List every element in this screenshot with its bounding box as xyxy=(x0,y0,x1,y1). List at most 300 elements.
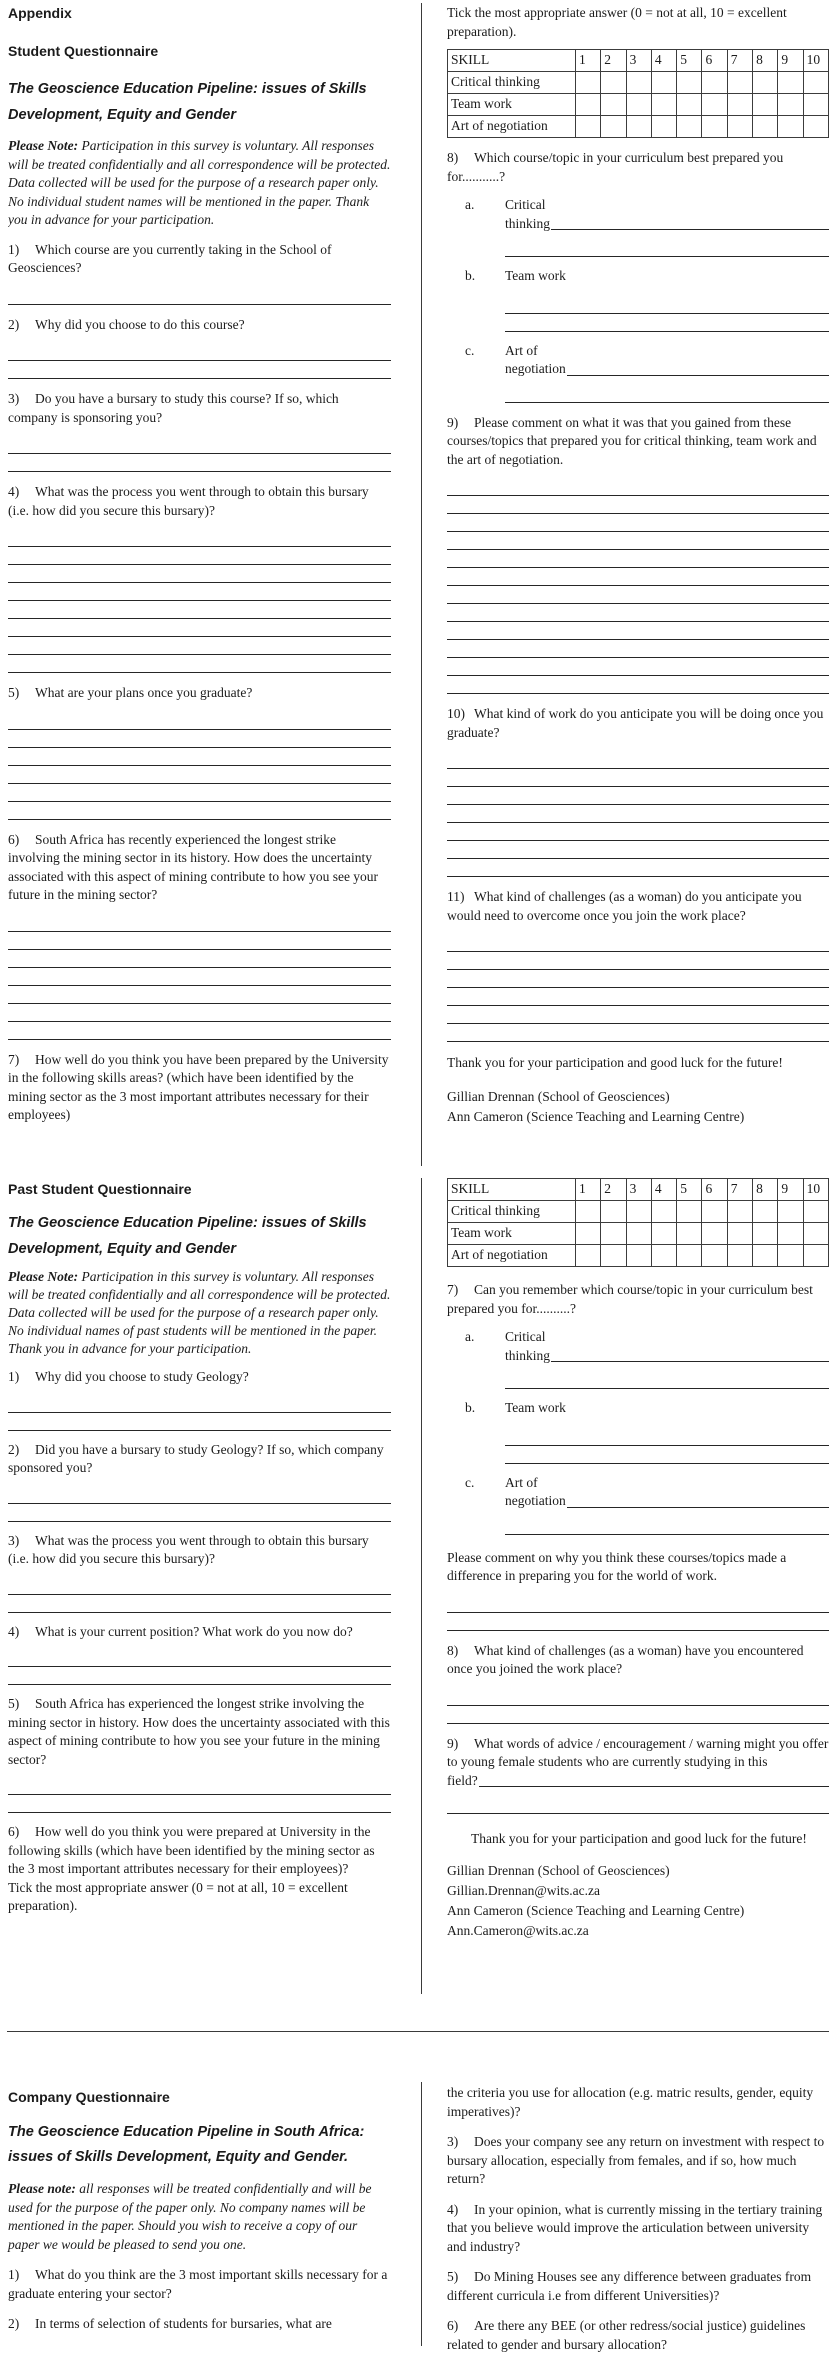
past-q7 xyxy=(447,1281,829,1318)
answer-lines xyxy=(505,385,829,403)
question-text: Did you have a bursary to study Geology? If so, which company sponsored you? xyxy=(8,1441,384,1475)
question-number: 4) xyxy=(8,1623,20,1639)
rating-cell xyxy=(727,116,752,138)
rating-cell xyxy=(727,1223,752,1245)
list-letter: a. xyxy=(465,1329,475,1344)
item-label: negotiation xyxy=(505,1493,566,1508)
answer-lines xyxy=(447,1796,829,1814)
skill-row-label: Critical thinking xyxy=(448,1201,576,1223)
answer-line xyxy=(8,529,391,547)
rating-cell xyxy=(601,1223,626,1245)
answer-line xyxy=(8,565,391,583)
rating-cell xyxy=(702,1223,727,1245)
rating-cell xyxy=(702,94,727,116)
list-letter: b. xyxy=(465,1400,476,1415)
rating-cell xyxy=(803,116,828,138)
answer-lines xyxy=(8,914,391,1040)
company-q2-continuation: the criteria you use for allocation (e.g. matric results, gender, equity imperatives)? xyxy=(447,2085,814,2119)
student-q10 xyxy=(447,705,829,742)
answer-line xyxy=(8,601,391,619)
column-divider-company xyxy=(421,2082,422,2346)
question-text: How well do you think you have been prepared by the University in the following skills areas? (which have been identified by the mining sector as the 3 most important attributes necessary for their employees) xyxy=(8,1051,389,1122)
past-thanks-message: Thank you for your participation and good luck for the future! xyxy=(471,1831,807,1846)
student-q8 xyxy=(447,149,829,186)
list-letter: c. xyxy=(465,1474,475,1490)
answer-line xyxy=(8,766,391,784)
rating-cell xyxy=(626,116,651,138)
item-label-filled xyxy=(505,360,829,379)
list-item-body xyxy=(505,267,829,332)
rating-cell xyxy=(727,94,752,116)
scale-column-header: 1 xyxy=(576,50,601,72)
student-q2 xyxy=(8,316,391,335)
answer-lines xyxy=(8,1486,391,1522)
answer-line xyxy=(447,478,829,496)
answer-line xyxy=(505,314,829,332)
answer-lines xyxy=(8,529,391,673)
rating-cell xyxy=(727,1245,752,1267)
question-number: 7) xyxy=(447,1282,459,1297)
skill-column-header: SKILL xyxy=(448,50,576,72)
answer-line xyxy=(447,676,829,694)
student-q6 xyxy=(8,831,391,905)
company-q4 xyxy=(447,2201,829,2257)
rating-cell xyxy=(651,1245,676,1267)
company-q1 xyxy=(8,2266,391,2303)
answer-lines xyxy=(8,712,391,820)
answer-lines xyxy=(505,239,829,257)
skill-row-label: Team work xyxy=(448,1223,576,1245)
list-item-body xyxy=(505,1328,829,1389)
scale-column-header: 8 xyxy=(753,1179,778,1201)
company-q5 xyxy=(447,2268,829,2305)
answer-line xyxy=(8,730,391,748)
item-label: thinking xyxy=(505,1347,551,1363)
answer-line xyxy=(447,751,829,769)
question-number: 3) xyxy=(8,1532,20,1548)
past-q9 xyxy=(447,1735,829,1772)
rating-cell xyxy=(702,1201,727,1223)
answer-line xyxy=(447,658,829,676)
student-q11 xyxy=(447,888,829,925)
answer-line xyxy=(505,1371,829,1389)
rating-cell xyxy=(753,72,778,94)
answer-lines xyxy=(8,343,391,379)
item-label-filled xyxy=(505,1492,829,1511)
note-label: Please note: xyxy=(8,2181,76,2196)
past-comment-prompt xyxy=(447,1549,829,1586)
answer-line xyxy=(447,805,829,823)
question-text: What words of advice / encouragement / warning might you offer to young female students who are currently studying in this xyxy=(447,1735,829,1769)
contact-name: Gillian Drennan (School of Geosciences) xyxy=(447,1088,670,1104)
appendix-heading: Appendix xyxy=(8,5,72,21)
rating-cell xyxy=(626,1245,651,1267)
company-q6 xyxy=(447,2317,829,2354)
answer-line xyxy=(447,622,829,640)
field-label-filled xyxy=(447,1772,829,1791)
answer-line xyxy=(505,385,829,403)
item-label: Critical xyxy=(505,1329,546,1344)
question-text: In your opinion, what is currently missing in the tertiary training that you believe would improve the articulation between university and industry? xyxy=(447,2201,823,2254)
list-letter: c. xyxy=(465,342,475,358)
answer-line xyxy=(447,550,829,568)
answer-line xyxy=(447,769,829,787)
scale-column-header: 6 xyxy=(702,1179,727,1201)
rating-cell xyxy=(702,1245,727,1267)
skill-row-label: Art of negotiation xyxy=(448,1245,576,1267)
answer-line xyxy=(447,604,829,622)
answer-line xyxy=(567,1507,829,1508)
past-contacts xyxy=(447,1861,829,1941)
question-number: 3) xyxy=(447,2134,459,2149)
question-number: 11) xyxy=(447,889,465,904)
past-student-note xyxy=(8,1268,391,1358)
question-text: Do you have a bursary to study this course? If so, which company is sponsoring you? xyxy=(8,391,339,425)
question-number: 1) xyxy=(8,1369,20,1384)
note-text: Participation in this survey is voluntary. All responses will be treated confidentially and all correspondence will be protected. Data collected will be used for the purpose of a research paper only. No individual names of past students will be mentioned in the paper. Thank you in advance for your participation. xyxy=(8,1269,391,1356)
company-questionnaire-heading: Company Questionnaire xyxy=(8,2089,170,2105)
answer-line xyxy=(551,229,829,230)
rating-cell xyxy=(651,1223,676,1245)
answer-line xyxy=(447,496,829,514)
rating-cell xyxy=(727,1201,752,1223)
student-q3 xyxy=(8,390,391,427)
item-label-filled xyxy=(505,215,829,234)
student-q4 xyxy=(8,483,391,520)
tick-instruction: Tick the most appropriate answer (0 = not at all, 10 = excellent preparation). xyxy=(8,1879,348,1913)
question-number: 6) xyxy=(447,2318,459,2333)
item-label: thinking xyxy=(505,215,551,231)
item-label: Critical xyxy=(505,197,546,212)
item-label: Team work xyxy=(505,1400,566,1415)
skill-row-label: Team work xyxy=(448,94,576,116)
scale-column-header: 9 xyxy=(778,1179,803,1201)
rating-cell xyxy=(803,72,828,94)
rating-cell xyxy=(753,94,778,116)
rating-cell xyxy=(626,1201,651,1223)
rating-cell xyxy=(753,1223,778,1245)
question-text: South Africa has experienced the longest strike involving the mining sector in history. How does the uncertainty associated with this aspect of mining contribute to how you see your future in the mining sector? xyxy=(8,1696,390,1767)
contact-name: Ann Cameron (Science Teaching and Learning Centre) xyxy=(447,1902,745,1918)
student-right-column xyxy=(447,4,829,1176)
question-number: 1) xyxy=(8,2267,20,2282)
scale-column-header: 4 xyxy=(651,1179,676,1201)
past-q7-item-c xyxy=(447,1474,829,1535)
rating-cell xyxy=(601,116,626,138)
rating-cell xyxy=(702,72,727,94)
question-text: What do you think are the 3 most important skills necessary for a graduate entering your sector? xyxy=(8,2267,388,2301)
answer-line xyxy=(505,239,829,257)
answer-line xyxy=(8,287,391,305)
scale-column-header: 8 xyxy=(753,50,778,72)
rating-cell xyxy=(778,72,803,94)
question-text: Please comment on what it was that you gained from these courses/topics that prepared you for critical thinking, team work and the art of negotiation. xyxy=(447,414,817,467)
contact-email: Ann.Cameron@wits.ac.za xyxy=(447,1922,589,1938)
answer-lines xyxy=(505,1428,829,1464)
past-student-right-column xyxy=(447,1178,829,1941)
student-questionnaire-heading: Student Questionnaire xyxy=(8,43,159,59)
answer-line xyxy=(8,1413,391,1431)
rating-cell xyxy=(651,72,676,94)
past-q1 xyxy=(8,1368,391,1387)
prompt-text: Please comment on why you think these courses/topics made a difference in preparing you for the world of work. xyxy=(447,1549,787,1583)
rating-cell xyxy=(677,1201,702,1223)
rating-cell xyxy=(601,94,626,116)
answer-lines xyxy=(447,751,829,877)
student-q8-item-c xyxy=(447,342,829,403)
answer-line xyxy=(447,823,829,841)
student-note xyxy=(8,137,391,230)
question-number: 2) xyxy=(8,2316,20,2331)
scale-column-header: 3 xyxy=(626,1179,651,1201)
question-number: 7) xyxy=(8,1051,20,1067)
item-label: Art of xyxy=(505,1474,538,1490)
answer-line xyxy=(8,1667,391,1685)
scale-column-header: 5 xyxy=(677,50,702,72)
rating-cell xyxy=(576,94,601,116)
question-number: 8) xyxy=(447,1642,459,1658)
answer-lines xyxy=(8,1777,391,1813)
scale-column-header: 7 xyxy=(727,50,752,72)
scale-column-header: 6 xyxy=(702,50,727,72)
scale-column-header: 9 xyxy=(778,50,803,72)
answer-lines xyxy=(8,1649,391,1685)
answer-line xyxy=(8,1395,391,1413)
question-number: 8) xyxy=(447,150,459,165)
answer-lines xyxy=(447,478,829,694)
answer-line xyxy=(447,568,829,586)
question-text: Which course/topic in your curriculum best prepared you for...........? xyxy=(447,150,784,184)
question-number: 9) xyxy=(447,1735,459,1751)
contact-email: Gillian.Drennan@wits.ac.za xyxy=(447,1882,601,1898)
question-text: What was the process you went through to obtain this bursary (i.e. how did you secure this bursary)? xyxy=(8,484,369,518)
company-right-column xyxy=(447,2084,829,2354)
past-q7-item-a xyxy=(447,1328,829,1389)
scale-column-header: 2 xyxy=(601,1179,626,1201)
rating-cell xyxy=(778,1201,803,1223)
question-number: 6) xyxy=(8,831,20,847)
rating-cell xyxy=(626,1223,651,1245)
question-text: Why did you choose to study Geology? xyxy=(35,1369,249,1384)
item-label: negotiation xyxy=(505,361,566,376)
rating-cell xyxy=(576,1223,601,1245)
answer-line xyxy=(505,1446,829,1464)
list-item-body xyxy=(505,1474,829,1535)
rating-cell xyxy=(778,94,803,116)
rating-cell xyxy=(576,116,601,138)
answer-lines xyxy=(8,1395,391,1431)
column-divider-student xyxy=(421,3,422,1166)
answer-line xyxy=(8,1022,391,1040)
answer-line xyxy=(8,748,391,766)
rating-cell xyxy=(677,94,702,116)
question-text: Are there any BEE (or other redress/social justice) guidelines related to gender and bursary allocation? xyxy=(447,2318,806,2352)
student-q7 xyxy=(8,1051,391,1125)
rating-cell xyxy=(626,94,651,116)
question-text: Do Mining Houses see any difference between graduates from different curricula i.e from different Universities)? xyxy=(447,2269,812,2303)
answer-lines xyxy=(505,1371,829,1389)
student-q8-item-a xyxy=(447,196,829,257)
answer-line xyxy=(447,841,829,859)
question-number: 3) xyxy=(8,391,20,406)
answer-line xyxy=(567,375,829,376)
rating-cell xyxy=(651,1201,676,1223)
question-text: What was the process you went through to obtain this bursary (i.e. how did you secure this bursary)? xyxy=(8,1532,369,1566)
question-number: 5) xyxy=(8,1696,20,1711)
question-text: What kind of challenges (as a woman) do you anticipate you would need to overcome once you join the work place? xyxy=(447,889,802,923)
answer-line xyxy=(447,988,829,1006)
answer-line xyxy=(8,436,391,454)
rating-cell xyxy=(651,116,676,138)
question-number: 9) xyxy=(447,414,459,430)
past-q5 xyxy=(8,1695,391,1769)
rating-cell xyxy=(677,1223,702,1245)
question-text: What kind of challenges (as a woman) have you encountered once you joined the work place? xyxy=(447,1642,804,1676)
rating-cell xyxy=(702,116,727,138)
contact-name: Ann Cameron (Science Teaching and Learning Centre) xyxy=(447,1108,745,1124)
answer-line xyxy=(447,1595,829,1613)
rating-cell xyxy=(803,1201,828,1223)
answer-lines xyxy=(447,934,829,1042)
question-number: 1) xyxy=(8,241,20,257)
answer-line xyxy=(8,361,391,379)
answer-line xyxy=(447,640,829,658)
question-text: What is your current position? What work do you now do? xyxy=(35,1623,353,1639)
question-number: 5) xyxy=(447,2269,459,2284)
answer-line xyxy=(8,784,391,802)
question-number: 4) xyxy=(447,2201,459,2217)
skill-row-label: Critical thinking xyxy=(448,72,576,94)
answer-line xyxy=(479,1786,829,1787)
answer-line xyxy=(8,1004,391,1022)
answer-line xyxy=(447,1024,829,1042)
answer-line xyxy=(8,1486,391,1504)
item-label-filled xyxy=(505,1347,829,1366)
answer-line xyxy=(8,950,391,968)
scale-column-header: 10 xyxy=(803,1179,828,1201)
answer-line xyxy=(8,1504,391,1522)
rating-cell xyxy=(576,72,601,94)
question-number: 4) xyxy=(8,484,20,499)
list-letter: b. xyxy=(465,268,476,283)
rating-cell xyxy=(803,1223,828,1245)
answer-line xyxy=(505,1517,829,1535)
rating-cell xyxy=(753,1245,778,1267)
answer-line xyxy=(8,343,391,361)
question-text: What kind of work do you anticipate you will be doing once you graduate? xyxy=(447,706,824,740)
skills-rating-table xyxy=(447,1178,829,1267)
company-left-column xyxy=(8,2088,391,2334)
question-number: 6) xyxy=(8,1824,20,1839)
scale-column-header: 7 xyxy=(727,1179,752,1201)
answer-line xyxy=(447,1613,829,1631)
rating-cell xyxy=(753,1201,778,1223)
answer-line xyxy=(8,1577,391,1595)
student-q9 xyxy=(447,414,829,470)
question-text: What are your plans once you graduate? xyxy=(35,685,253,700)
question-text: In terms of selection of students for bursaries, what are xyxy=(35,2316,332,2331)
question-number: 5) xyxy=(8,685,20,700)
rating-cell xyxy=(727,72,752,94)
question-text: Which course are you currently taking in the School of Geosciences? xyxy=(8,241,332,275)
rating-cell xyxy=(778,1245,803,1267)
student-q5 xyxy=(8,684,391,703)
answer-line xyxy=(447,934,829,952)
rating-cell xyxy=(601,1245,626,1267)
item-label: Team work xyxy=(505,268,566,283)
answer-line xyxy=(8,968,391,986)
past-q3 xyxy=(8,1532,391,1569)
question-text: Does your company see any return on investment with respect to bursary allocation, especially from females, and if so, how much return? xyxy=(447,2134,825,2186)
answer-line xyxy=(447,970,829,988)
answer-line xyxy=(8,932,391,950)
answer-line xyxy=(447,859,829,877)
answer-line xyxy=(8,914,391,932)
note-label: Please Note: xyxy=(8,138,79,153)
answer-line xyxy=(8,1595,391,1613)
question-number: 2) xyxy=(8,316,20,332)
answer-line xyxy=(447,514,829,532)
answer-lines xyxy=(505,296,829,332)
question-text: South Africa has recently experienced the longest strike involving the mining sector in its history. How does the uncertainty associated with this aspect of mining contribute to how you see your future in the mining sector? xyxy=(8,831,379,902)
scale-column-header: 4 xyxy=(651,50,676,72)
section-divider-rule xyxy=(7,2031,829,2032)
skill-column-header: SKILL xyxy=(448,1179,576,1201)
company-note xyxy=(8,2180,391,2254)
answer-line xyxy=(8,619,391,637)
list-item-body xyxy=(505,196,829,257)
question-number: 10) xyxy=(447,706,465,721)
answer-line xyxy=(505,1428,829,1446)
answer-line xyxy=(447,1796,829,1814)
answer-line xyxy=(447,787,829,805)
note-text: Participation in this survey is voluntary. All responses will be treated confidentially and all correspondence will be protected. Data collected will be used for the purpose of a research paper only. No individual student names will be mentioned in the paper. Thank you in advance for your participation. xyxy=(8,138,391,227)
list-item-body xyxy=(505,1399,829,1464)
answer-line xyxy=(505,296,829,314)
student-thanks-message: Thank you for your participation and good luck for the future! xyxy=(447,1055,783,1070)
past-q8 xyxy=(447,1642,829,1679)
past-student-questionnaire-title: The Geoscience Education Pipeline: issues of Skills Development, Equity and Gender xyxy=(8,1215,367,1257)
student-q8-item-b xyxy=(447,267,829,332)
rating-cell xyxy=(576,1201,601,1223)
answer-line xyxy=(447,1706,829,1724)
answer-line xyxy=(447,586,829,604)
field-label: field? xyxy=(447,1772,478,1788)
rating-cell xyxy=(778,116,803,138)
student-q1 xyxy=(8,241,391,278)
question-text: How well do you think you were prepared at University in the following skills (which have been identified by the mining sector as the 3 most important attributes necessary for their employees)? xyxy=(8,1824,375,1876)
answer-line xyxy=(8,454,391,472)
student-questionnaire-title: The Geoscience Education Pipeline: issues of Skills Development, Equity and Gender xyxy=(8,81,367,123)
past-q6 xyxy=(8,1823,391,1879)
rating-cell xyxy=(601,72,626,94)
answer-line xyxy=(447,1688,829,1706)
list-letter: a. xyxy=(465,197,475,212)
past-q7-item-b xyxy=(447,1399,829,1464)
answer-lines xyxy=(8,287,391,305)
answer-lines xyxy=(8,1577,391,1613)
note-text: all responses will be treated confidentially and will be used for the purpose of the paper only. No company names will be mentioned in the paper. Should you wish to receive a copy of our paper we would be pleased to send you one. xyxy=(8,2181,372,2252)
tick-instruction: Tick the most appropriate answer (0 = not at all, 10 = excellent preparation). xyxy=(447,5,787,39)
rating-cell xyxy=(778,1223,803,1245)
answer-line xyxy=(447,1006,829,1024)
rating-cell xyxy=(753,116,778,138)
answer-line xyxy=(8,1777,391,1795)
rating-cell xyxy=(651,94,676,116)
question-number: 2) xyxy=(8,1441,20,1457)
question-text: Why did you choose to do this course? xyxy=(35,316,245,332)
column-divider-past-student xyxy=(421,1178,422,1994)
